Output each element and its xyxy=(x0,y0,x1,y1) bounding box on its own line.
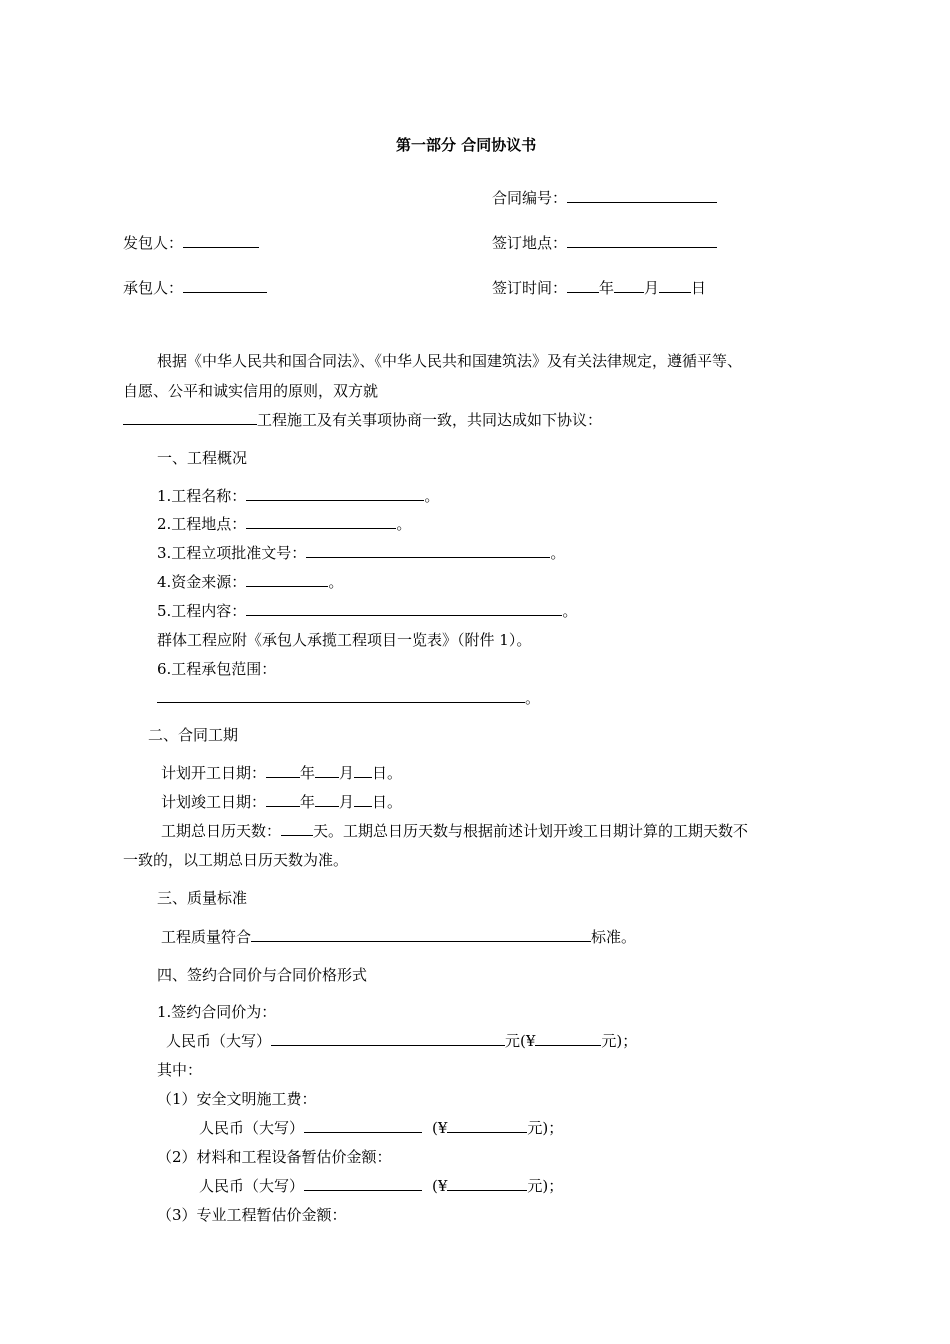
total-days-label: 工期总日历天数： xyxy=(161,822,282,840)
project-name-row xyxy=(157,486,439,506)
yuan-open: 元(¥ xyxy=(505,1032,536,1050)
yuan-close: 元)； xyxy=(601,1032,638,1050)
approval-number-field[interactable] xyxy=(306,543,550,558)
quality-row xyxy=(161,927,636,947)
sign-year-field[interactable] xyxy=(567,278,599,293)
employer-row xyxy=(123,233,259,253)
project-name-label: 1.工程名称： xyxy=(157,487,247,505)
safety-fee-figures-field[interactable] xyxy=(447,1118,527,1133)
contract-number-row xyxy=(492,188,717,208)
contract-price-figures-field[interactable] xyxy=(535,1031,601,1046)
scope-label: 6.工程承包范围： xyxy=(157,660,277,678)
sign-place-row xyxy=(492,233,717,253)
sign-time-label: 签订时间： xyxy=(492,279,568,297)
total-days-row xyxy=(161,821,748,841)
contract-number-field[interactable] xyxy=(567,188,717,203)
contract-price-label: 1.签约合同价为： xyxy=(157,1003,277,1021)
fund-source-field[interactable] xyxy=(246,572,328,587)
project-title-field[interactable] xyxy=(246,486,424,501)
rmb-label: 人民币（大写） xyxy=(166,1032,272,1050)
project-content-row xyxy=(157,601,577,621)
fund-source-label: 4.资金来源： xyxy=(157,573,247,591)
scope-row xyxy=(157,688,540,708)
project-content-label: 5.工程内容： xyxy=(157,602,247,620)
yuan-close: 元)； xyxy=(527,1177,564,1195)
finish-year-field[interactable] xyxy=(266,792,300,807)
intro-line-3: 工程施工及有关事项协商一致，共同达成如下协议： xyxy=(257,411,603,429)
sign-month-field[interactable] xyxy=(614,278,644,293)
project-name-field[interactable] xyxy=(123,410,257,425)
section3-heading: 三、质量标准 xyxy=(157,889,248,907)
sign-place-label: 签订地点： xyxy=(492,234,568,252)
day-label: 日。 xyxy=(372,764,403,782)
month-label: 月 xyxy=(339,793,355,811)
total-days-field[interactable] xyxy=(281,821,313,836)
material-estimate-row xyxy=(199,1176,563,1196)
among-label: 其中： xyxy=(157,1061,203,1079)
safety-fee-words-field[interactable] xyxy=(304,1118,422,1133)
material-estimate-label: （2）材料和工程设备暂估价金额： xyxy=(157,1148,392,1166)
contract-price-row xyxy=(166,1031,637,1051)
fund-source-row xyxy=(157,572,343,592)
intro-line-1: 根据《中华人民共和国合同法》、《中华人民共和国建筑法》及有关法律规定，遵循平等、 xyxy=(157,352,743,370)
section4-heading: 四、签约合同价与合同价格形式 xyxy=(157,966,368,984)
day-label: 日 xyxy=(691,279,707,297)
project-content-field[interactable] xyxy=(246,601,562,616)
approval-number-label: 3.工程立项批准文号： xyxy=(157,544,307,562)
safety-fee-row xyxy=(199,1118,563,1138)
project-location-row xyxy=(157,514,411,534)
section1-heading: 一、工程概况 xyxy=(157,449,248,467)
year-label: 年 xyxy=(599,279,615,297)
quality-prefix: 工程质量符合 xyxy=(161,928,252,946)
intro-line-2: 自愿、公平和诚实信用的原则，双方就 xyxy=(123,382,379,400)
sign-day-field[interactable] xyxy=(659,278,691,293)
finish-day-field[interactable] xyxy=(354,792,372,807)
sign-time-row xyxy=(492,278,706,298)
employer-field[interactable] xyxy=(183,233,259,248)
total-days-text: 天。工期总日历天数与根据前述计划开竣工日期计算的工期天数不 xyxy=(313,822,749,840)
contractor-field[interactable] xyxy=(183,278,267,293)
period: 。 xyxy=(525,689,541,707)
rmb-label: 人民币（大写） xyxy=(199,1177,305,1195)
section2-heading: 二、合同工期 xyxy=(148,726,239,744)
finish-date-row xyxy=(161,792,402,812)
finish-month-field[interactable] xyxy=(315,792,339,807)
sign-place-field[interactable] xyxy=(567,233,717,248)
period: 。 xyxy=(424,487,440,505)
project-location-label: 2.工程地点： xyxy=(157,515,247,533)
start-month-field[interactable] xyxy=(315,763,339,778)
period: 。 xyxy=(328,573,344,591)
page-title: 第一部分 合同协议书 xyxy=(396,136,537,154)
period: 。 xyxy=(396,515,412,533)
month-label: 月 xyxy=(339,764,355,782)
year-label: 年 xyxy=(300,793,316,811)
contract-price-words-field[interactable] xyxy=(271,1031,505,1046)
year-label: 年 xyxy=(300,764,316,782)
contractor-label: 承包人： xyxy=(123,279,184,297)
start-year-field[interactable] xyxy=(266,763,300,778)
start-day-field[interactable] xyxy=(354,763,372,778)
month-label: 月 xyxy=(644,279,660,297)
rmb-label: 人民币（大写） xyxy=(199,1119,305,1137)
yen-open: (¥ xyxy=(432,1177,448,1195)
finish-date-label: 计划竣工日期： xyxy=(161,793,267,811)
total-days-line-2: 一致的，以工期总日历天数为准。 xyxy=(123,851,349,869)
quality-suffix: 标准。 xyxy=(591,928,637,946)
intro-line-3-row xyxy=(123,410,602,430)
safety-fee-label: （1）安全文明施工费： xyxy=(157,1090,317,1108)
yuan-close: 元)； xyxy=(527,1119,564,1137)
start-date-row xyxy=(161,763,402,783)
employer-label: 发包人： xyxy=(123,234,184,252)
material-estimate-words-field[interactable] xyxy=(304,1176,422,1191)
scope-field[interactable] xyxy=(157,688,525,703)
quality-standard-field[interactable] xyxy=(251,927,591,942)
material-estimate-figures-field[interactable] xyxy=(447,1176,527,1191)
contractor-row xyxy=(123,278,267,298)
contract-number-label: 合同编号： xyxy=(492,189,568,207)
yen-open: (¥ xyxy=(432,1119,448,1137)
group-project-note: 群体工程应附《承包人承揽工程项目一览表》（附件 1）。 xyxy=(157,631,532,649)
start-date-label: 计划开工日期： xyxy=(161,764,267,782)
period: 。 xyxy=(562,602,578,620)
day-label: 日。 xyxy=(372,793,403,811)
period: 。 xyxy=(550,544,566,562)
specialty-estimate-label: （3）专业工程暂估价金额： xyxy=(157,1206,347,1224)
project-location-field[interactable] xyxy=(246,514,396,529)
approval-number-row xyxy=(157,543,565,563)
